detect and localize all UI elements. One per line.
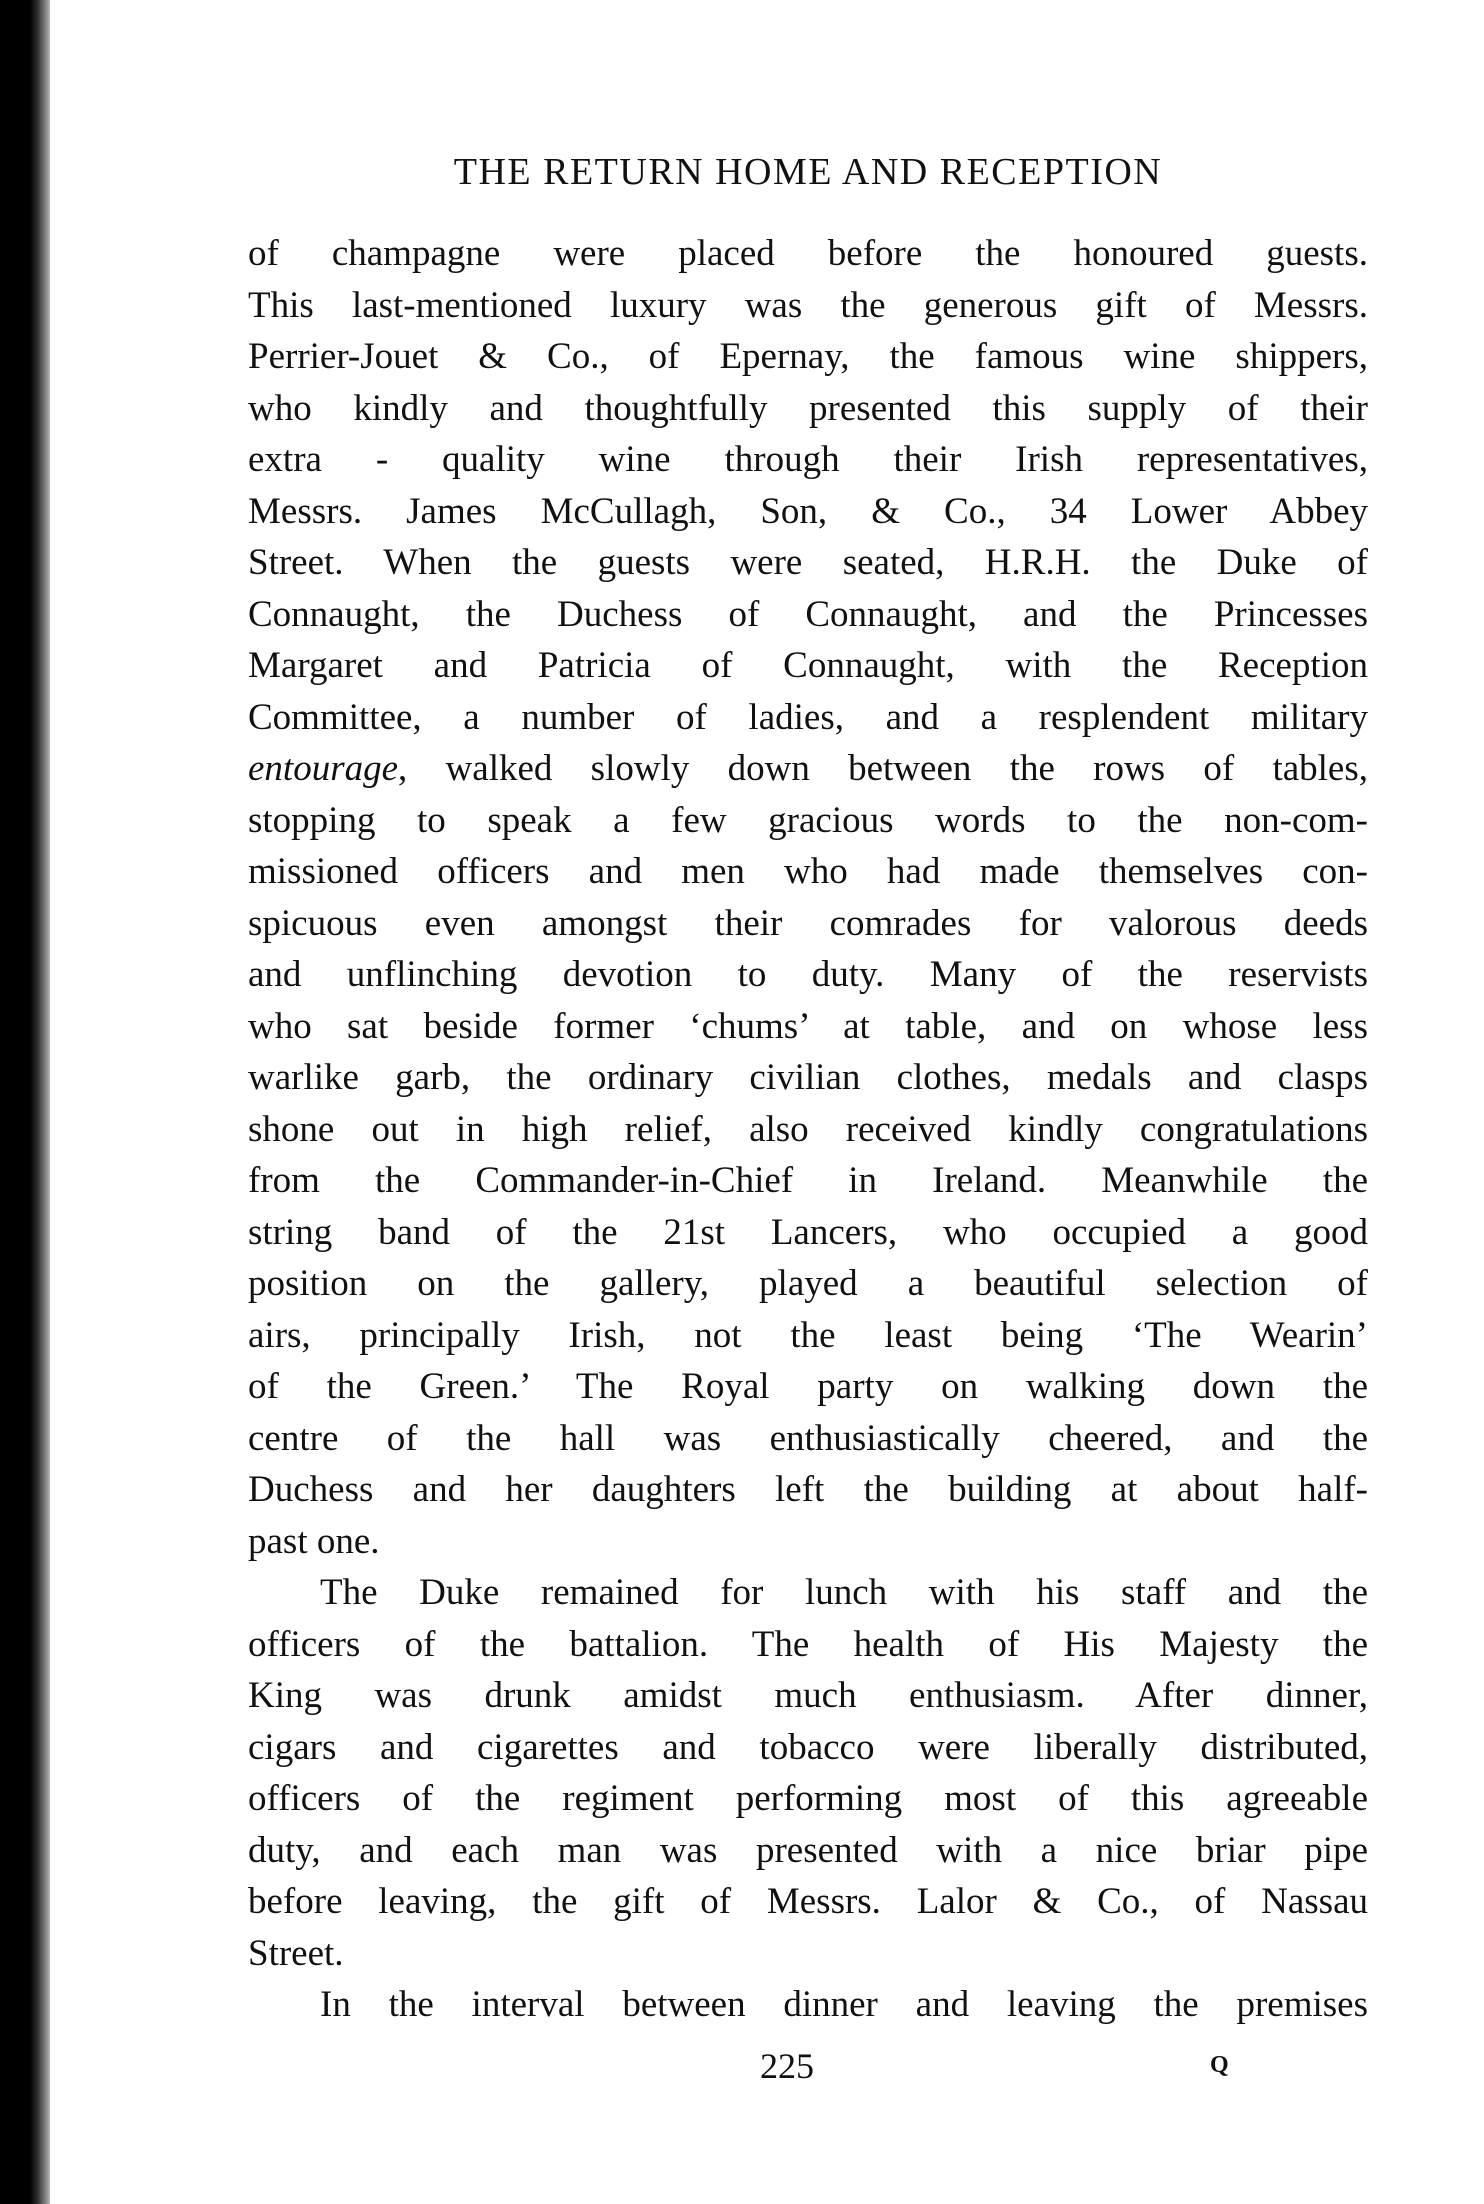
text-line: Duchess and her daughters left the building at about half- [248,1469,1368,1510]
text-line: Messrs. James McCullagh, Son, & Co., 34 Lower Abbey [248,490,1368,532]
text-line: string band of the 21st Lancers, who occupied a good [248,1211,1368,1253]
text-line: centre of the hall was enthusiastically cheered, and the [248,1417,1368,1459]
body-text [248,228,1368,2031]
text-line: Committee, a number of ladies, and a resplendent military [248,696,1368,738]
text-line: officers of the battalion. The health of His Majesty the [248,1623,1368,1665]
running-header: THE RETURN HOME AND RECEPTION [453,151,1163,193]
text-line: airs, principally Irish, not the least being ‘The Wearin’ [248,1314,1368,1356]
text-line: extra - quality wine through their Irish representatives, [248,439,1368,480]
text-line: Margaret and Patricia of Connaught, with the Reception [248,645,1368,686]
text-line: who sat beside former ‘chums’ at table, and on whose less [248,1005,1368,1047]
text-line: of champagne were placed before the honoured guests. [248,233,1368,274]
text-line: warlike garb, the ordinary civilian clothes, medals and clasps [248,1057,1368,1098]
page-number: 225 [760,2046,814,2086]
text-line: This last-mentioned luxury was the generous gift of Messrs. [248,284,1368,326]
text-line: who kindly and thoughtfully presented this supply of their [248,387,1368,429]
text-line: entourage, walked slowly down between the rows of tables, [248,748,1368,789]
text-line: shone out in high relief, also received kindly congratulations [248,1108,1368,1150]
text-line: Street. When the guests were seated, H.R.H. the Duke of [248,542,1368,583]
text-line: before leaving, the gift of Messrs. Lalor & Co., of Nassau [248,1881,1368,1922]
signature-mark: Q [1210,2052,1229,2078]
text-line: missioned officers and men who had made themselves con- [248,851,1368,892]
text-line: past one. [248,1520,380,1562]
text-line: stopping to speak a few gracious words to the non-com- [248,799,1368,841]
text-line: In the interval between dinner and leaving the premises [320,1984,1368,2025]
text-line: Connaught, the Duchess of Connaught, and the Princesses [248,593,1368,635]
text-line: King was drunk amidst much enthusiasm. After dinner, [248,1675,1368,1716]
text-line: and unflinching devotion to duty. Many of the reservists [248,954,1368,995]
text-line: Street. [248,1932,344,1974]
text-line: spicuous even amongst their comrades for valorous deeds [248,902,1368,944]
text-line: from the Commander-in-Chief in Ireland. Meanwhile the [248,1160,1368,1201]
text-line: Perrier-Jouet & Co., of Epernay, the famous wine shippers, [248,336,1368,377]
binding-edge [0,0,50,2204]
text-line: cigars and cigarettes and tobacco were liberally distributed, [248,1726,1368,1768]
text-line: The Duke remained for lunch with his staff and the [320,1572,1368,1613]
text-line: position on the gallery, played a beautiful selection of [248,1263,1368,1304]
text-line: duty, and each man was presented with a nice briar pipe [248,1829,1368,1871]
text-line: officers of the regiment performing most of this agreeable [248,1778,1368,1819]
text-line: of the Green.’ The Royal party on walking down the [248,1366,1368,1407]
